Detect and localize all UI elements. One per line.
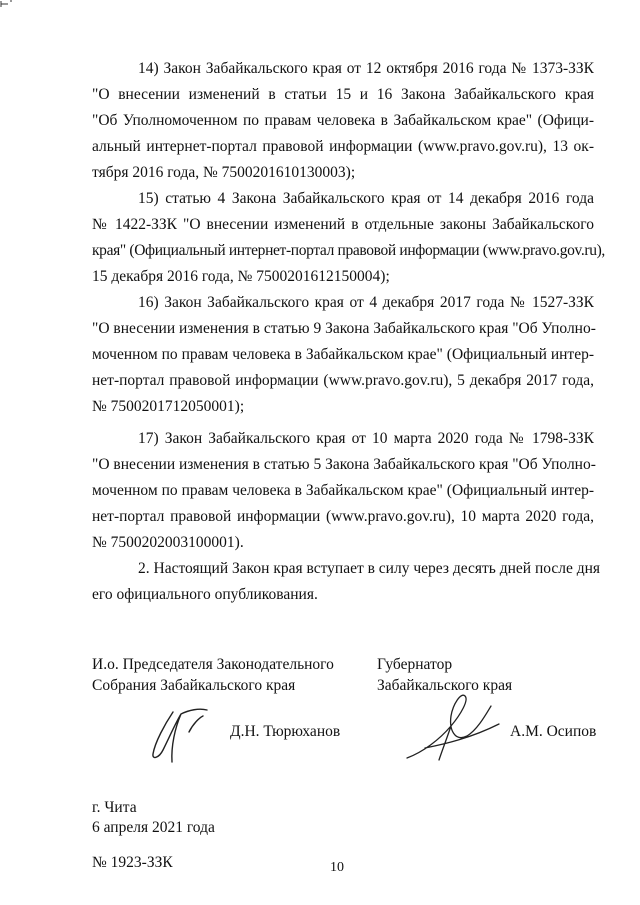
item-16-line-5: № 7500201712050001);	[92, 398, 245, 415]
item-14-line-5: тября 2016 года, № 7500201610130003);	[92, 164, 356, 181]
item-17-line-4: нет-портал правовой информации (www.pravo.gov.ru), 10 марта 2020 года,	[92, 508, 594, 525]
item-17-line-5: № 7500202003100001).	[92, 534, 244, 551]
item-17-line-2: "О внесении изменения в статью 5 Закона Забайкальского края "Об Уполно-	[92, 456, 596, 473]
paragraph-2-line-2: его официального опубликования.	[92, 586, 318, 603]
item-14-line-3: "Об Уполномоченном по правам человека в Забайкальском крае" (Офици-	[92, 112, 594, 129]
list-item-16	[92, 290, 594, 420]
right-signatory-name: А.М. Осипов	[510, 723, 597, 740]
item-16-line-1: 16) Закон Забайкальского края от 4 декабря 2017 года № 1527-ЗЗК	[138, 294, 594, 311]
right-handwritten-signature	[395, 686, 505, 766]
item-14-line-4: альный интернет-портал правовой информации (www.pravo.gov.ru), 13 ок-	[92, 138, 594, 155]
left-title-line-2: Собрания Забайкальского края	[92, 677, 296, 694]
footer-date: 6 апреля 2021 года	[92, 819, 215, 836]
list-item-17	[92, 426, 594, 556]
item-14-line-2: "О внесении изменений в статьи 15 и 16 Закона Забайкальского края	[92, 86, 594, 103]
item-15-line-3: края" (Официальный интернет-портал правовой информации (www.pravo.gov.ru),	[92, 242, 605, 259]
scan-corner-mark	[0, 0, 14, 8]
item-16-line-3: моченном по правам человека в Забайкальском крае" (Официальный интер-	[92, 346, 594, 363]
paragraph-2	[92, 556, 601, 608]
item-17-line-1: 17) Закон Забайкальского края от 10 марта 2020 года № 1798-ЗЗК	[138, 430, 594, 447]
page-number: 10	[330, 860, 344, 875]
item-15-line-2: № 1422-ЗЗК "О внесении изменений в отдельные законы Забайкальского	[92, 216, 594, 233]
paragraph-2-line-1: 2. Настоящий Закон края вступает в силу через десять дней после дня	[138, 560, 601, 577]
item-17-line-3: моченном по правам человека в Забайкальском крае" (Официальный интер-	[92, 482, 594, 499]
right-title-line-2: Забайкальского края	[377, 677, 513, 694]
footer-place-date	[92, 798, 215, 838]
item-15-line-1: 15) статью 4 Закона Забайкальского края от 14 декабря 2016 года	[138, 190, 594, 207]
item-15-line-4: 15 декабря 2016 года, № 7500201612150004);	[92, 268, 390, 285]
left-title-line-1: И.о. Председателя Законодательного	[92, 656, 334, 673]
law-number: № 1923-ЗЗК	[92, 854, 173, 871]
item-16-line-2: "О внесении изменения в статью 9 Закона Забайкальского края "Об Уполно-	[92, 320, 596, 337]
left-signatory-name: Д.Н. Тюрюханов	[230, 723, 341, 740]
item-14-line-1: 14) Закон Забайкальского края от 12 октября 2016 года № 1373-ЗЗК	[138, 60, 594, 77]
left-signatory-title	[92, 654, 334, 696]
list-item-15	[92, 186, 605, 290]
list-item-14	[92, 56, 594, 186]
item-16-line-4: нет-портал правовой информации (www.pravo.gov.ru), 5 декабря 2017 года,	[92, 372, 594, 389]
left-handwritten-signature	[145, 702, 215, 764]
footer-city: г. Чита	[92, 799, 137, 816]
right-title-line-1: Губернатор	[377, 656, 453, 673]
